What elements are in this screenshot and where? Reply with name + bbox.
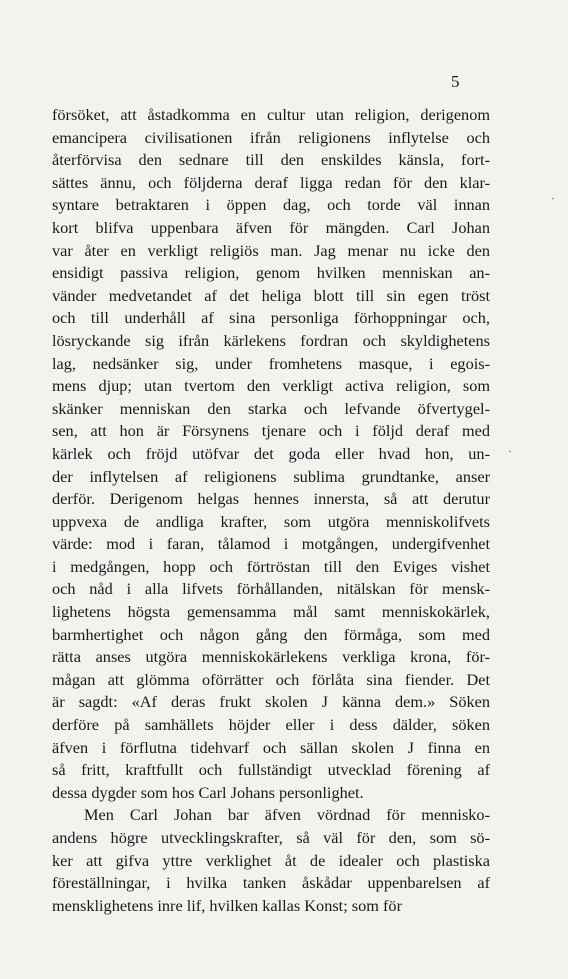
text-line: lösryckande sig ifrån kärlekens fordran och skyldighetens — [52, 330, 490, 350]
text-line: uppvexa de andliga krafter, som utgöra menniskolifvets — [52, 511, 490, 531]
text-line: lighetens högsta gemensamma mål samt menniskokärlek, — [52, 602, 490, 622]
text-line: ker att gifva yttre verklighet åt de idealer och plastiska — [52, 850, 490, 870]
text-line: så fritt, kraftfullt och fullständigt utvecklad förening af — [52, 760, 490, 780]
text-line: försöket, att åstadkomma en cultur utan religion, derigenom — [52, 105, 490, 124]
margin-mark: ˏ — [508, 439, 512, 453]
text-line: kärlek och fröjd utöfvar det goda eller hvad hon, un- — [52, 443, 490, 463]
text-line: barmhertighet och någon gång den förmåga, som med — [52, 624, 490, 644]
text-line: mågan att glömma oförrätter och förlåta sina fiender. Det — [52, 669, 490, 689]
text-line: föreställningar, i hvilka tanken åskådar uppenbarelsen af — [52, 873, 490, 893]
text-line: och till underhåll af sina personliga förhoppningar och, — [52, 308, 490, 328]
text-line: ensidigt passiva religion, genom hvilken menniskan an- — [52, 263, 490, 283]
text-line: äfven i förflutna tidehvarf och sällan skolen J finna en — [52, 737, 490, 757]
body-text — [52, 104, 490, 917]
text-line: derför. Derigenom helgas hennes innersta, så att derutur — [52, 489, 490, 509]
text-line: rätta anses utgöra menniskokärlekens verkliga krona, för- — [52, 647, 490, 667]
text-line: dessa dygder som hos Carl Johans personlighet. — [52, 782, 364, 802]
paragraph — [52, 104, 490, 804]
paragraph — [52, 804, 490, 917]
text-line: vänder medvetandet af det heliga blott till sin egen tröst — [52, 285, 490, 305]
text-line: lag, nedsänker sig, under fromhetens masque, i egois- — [52, 353, 490, 373]
text-line: i medgången, hopp och förtröstan till den Eviges vishet — [52, 556, 490, 576]
text-line: mens djup; utan tvertom den verkligt activa religion, som — [52, 376, 490, 396]
text-line: derföre på samhällets höjder eller i dess dälder, söken — [52, 715, 490, 735]
text-line: är sagdt: «Af deras frukt skolen J känna dem.» Söken — [52, 692, 490, 712]
text-line: återförvisa den sednare till den enskildes känsla, fort- — [52, 150, 490, 170]
text-line: värde: mod i faran, tålamod i motgången, undergifvenhet — [52, 534, 490, 554]
text-line: skänker menniskan den starka och lefvande öfvertygel- — [52, 398, 490, 418]
margin-mark: ˎ — [551, 186, 555, 200]
text-line: kort blifva uppenbara äfven för mängden. Carl Johan — [52, 217, 490, 237]
text-line: andens högre utvecklingskrafter, så väl för den, som sö- — [52, 828, 490, 847]
text-line: var åter en verkligt religiös man. Jag menar nu icke den — [52, 240, 490, 260]
text-line: sättes ännu, och följderna deraf ligga redan för den klar- — [52, 172, 490, 192]
text-line: der inflytelsen af religionens sublima grundtanke, anser — [52, 466, 490, 486]
text-line: och nåd i alla lifvets förhållanden, nitälskan för mensk- — [52, 579, 490, 599]
text-line: sen, att hon är Försynens tjenare och i följd deraf med — [52, 421, 490, 441]
page-number: 5 — [451, 72, 460, 91]
text-line: Men Carl Johan bar äfven vördnad för mennisko- — [84, 805, 490, 825]
text-line: emancipera civilisationen ifrån religionens inflytelse och — [52, 127, 490, 147]
text-line: syntare betraktaren i öppen dag, och torde väl innan — [52, 195, 490, 215]
text-line: mensklighetens inre lif, hvilken kallas Konst; som för — [52, 895, 402, 915]
